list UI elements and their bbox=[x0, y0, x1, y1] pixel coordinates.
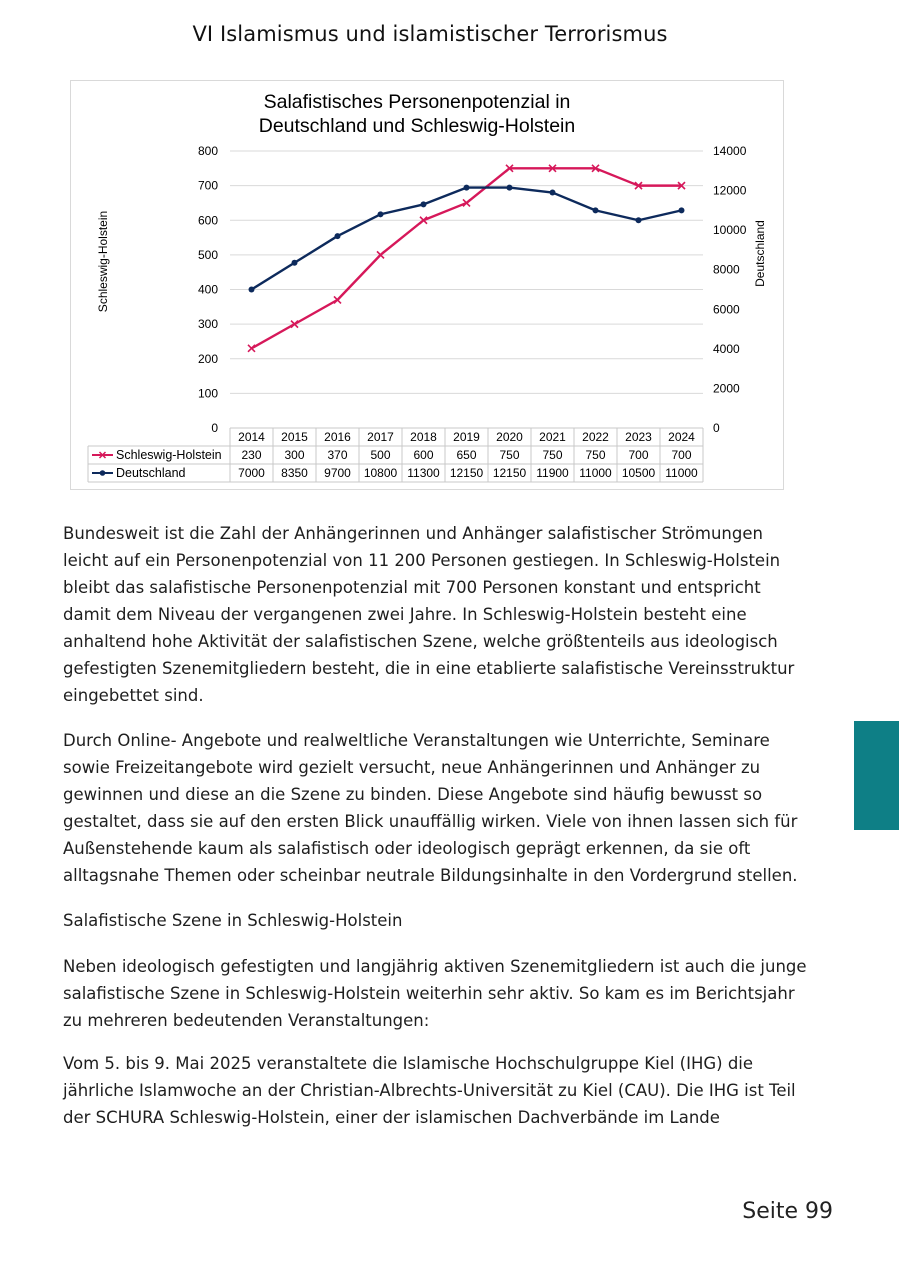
legend-label: Deutschland bbox=[116, 466, 186, 480]
y-tick-label-left: 800 bbox=[197, 144, 218, 158]
data-point bbox=[334, 296, 341, 303]
y-tick-label-right: 2000 bbox=[713, 381, 740, 396]
x-tick-label: 2014 bbox=[238, 430, 265, 444]
table-cell-value: 650 bbox=[456, 448, 477, 462]
table-cell-value: 7000 bbox=[238, 466, 265, 480]
legend-label: Schleswig-Holstein bbox=[116, 448, 222, 462]
y-tick-label-right: 8000 bbox=[713, 262, 740, 277]
section-heading: Salafistische Szene in Schleswig-Holstein bbox=[63, 911, 403, 930]
page-number: Seite 99 bbox=[742, 1199, 833, 1224]
table-cell-value: 8350 bbox=[281, 466, 308, 480]
y-tick-label-right: 12000 bbox=[713, 183, 747, 198]
paragraph-2: Durch Online- Angebote und realweltliche Veranstaltungen wie Unterrichte, Seminare sowie Freizeitangebote wird gezielt versucht, neue Anhängerinnen und Anhänger zu gewinnen und diese an die Szene zu binden. Diese Angebote sind häufig bewusst so gestaltet, dass sie auf den ersten Blick unauffällig wirken. Viele von ihnen lassen sich für Außenstehende kaum als salafistisch oder ideologisch geprägt erkennen, da sie oft alltagsnahe Themen oder scheinbar neutrale Bildungsinhalte in den Vordergrund stellen. bbox=[63, 731, 798, 885]
x-tick-label: 2024 bbox=[668, 430, 695, 444]
data-point bbox=[679, 207, 685, 213]
y-tick-label-left: 600 bbox=[197, 213, 218, 228]
table-cell-value: 9700 bbox=[324, 466, 351, 480]
table-cell-value: 600 bbox=[413, 448, 434, 462]
data-point bbox=[378, 211, 384, 217]
table-cell-value: 700 bbox=[671, 448, 692, 462]
line-chart bbox=[71, 81, 783, 489]
data-point bbox=[507, 185, 513, 191]
chapter-tab-marker bbox=[854, 721, 899, 830]
chart-title: Salafistisches Personenpotenzial in bbox=[263, 91, 571, 113]
y-axis-label-left: Schleswig-Holstein bbox=[96, 210, 110, 313]
y-tick-label-left: 300 bbox=[197, 317, 218, 332]
table-cell-value: 750 bbox=[542, 448, 563, 462]
x-tick-label: 2019 bbox=[453, 430, 480, 444]
x-tick-label: 2018 bbox=[410, 430, 437, 444]
y-tick-label-right: 6000 bbox=[713, 302, 740, 317]
data-point bbox=[593, 207, 599, 213]
table-cell-value: 230 bbox=[241, 448, 262, 462]
page-header: VI Islamismus und islamistischer Terrorismus bbox=[192, 22, 668, 46]
chart-container bbox=[70, 80, 784, 490]
table-cell-value: 750 bbox=[499, 448, 520, 462]
series-line bbox=[252, 168, 682, 348]
table-cell-value: 300 bbox=[284, 448, 305, 462]
y-tick-label-left: 700 bbox=[197, 178, 218, 193]
table-cell-value: 10800 bbox=[363, 466, 398, 480]
y-tick-label-right: 14000 bbox=[713, 144, 747, 158]
data-point bbox=[292, 260, 298, 266]
y-tick-label-left: 0 bbox=[211, 421, 218, 435]
table-cell-value: 12150 bbox=[449, 466, 484, 480]
table-cell-value: 500 bbox=[370, 448, 391, 462]
y-tick-label-left: 200 bbox=[197, 351, 218, 366]
table-cell-value: 11300 bbox=[407, 466, 440, 480]
y-tick-label-right: 10000 bbox=[713, 223, 747, 238]
table-cell-value: 11900 bbox=[536, 466, 569, 480]
x-tick-label: 2022 bbox=[582, 430, 609, 444]
chart-title: Deutschland und Schleswig-Holstein bbox=[258, 115, 576, 137]
x-tick-label: 2023 bbox=[625, 430, 652, 444]
table-cell-value: 11000 bbox=[579, 466, 612, 480]
data-point bbox=[464, 185, 470, 191]
table-cell-value: 12150 bbox=[492, 466, 527, 480]
y-tick-label-left: 400 bbox=[197, 282, 218, 297]
table-cell-value: 370 bbox=[327, 448, 348, 462]
x-tick-label: 2016 bbox=[324, 430, 351, 444]
y-tick-label-left: 100 bbox=[197, 386, 218, 401]
x-tick-label: 2021 bbox=[539, 430, 566, 444]
data-point bbox=[636, 217, 642, 223]
x-tick-label: 2015 bbox=[281, 430, 308, 444]
data-point bbox=[248, 345, 255, 352]
paragraph-3: Neben ideologisch gefestigten und langjährig aktiven Szenemitgliedern ist auch die junge salafistische Szene in Schleswig-Holstein weiterhin sehr aktiv. So kam es im Berichtsjahr zu mehreren bedeutenden Veranstaltungen: bbox=[63, 957, 807, 1030]
table-cell-value: 10500 bbox=[621, 466, 656, 480]
data-point bbox=[421, 201, 427, 207]
table-cell-value: 700 bbox=[628, 448, 649, 462]
data-point bbox=[335, 233, 341, 239]
data-point bbox=[249, 287, 255, 293]
table-cell-value: 750 bbox=[585, 448, 606, 462]
x-tick-label: 2017 bbox=[367, 430, 394, 444]
data-point bbox=[550, 190, 556, 196]
y-tick-label-right: 0 bbox=[713, 421, 720, 435]
paragraph-1: Bundesweit ist die Zahl der Anhängerinnen und Anhänger salafistischer Strömungen leicht auf ein Personenpotenzial von 11 200 Personen gestiegen. In Schleswig-Holstein bleibt das salafistische Personenpotenzial mit 700 Personen konstant und entspricht damit dem Niveau der vergangenen zwei Jahre. In Schleswig-Holstein besteht eine anhaltend hohe Aktivität der salafistischen Szene, welche größtenteils aus ideologisch gefestigten Szenemitgliedern besteht, die in eine etablierte salafistische Vereinsstruktur eingebettet sind. bbox=[63, 524, 795, 705]
y-axis-label-right: Deutschland bbox=[753, 220, 767, 287]
y-tick-label-left: 500 bbox=[197, 247, 218, 262]
y-tick-label-right: 4000 bbox=[713, 341, 740, 356]
paragraph-4: Vom 5. bis 9. Mai 2025 veranstaltete die Islamische Hochschulgruppe Kiel (IHG) die jährliche Islamwoche an der Christian-Albrechts-Universität zu Kiel (CAU). Die IHG ist Teil der SCHURA Schleswig-Holstein, einer der islamischen Dachverbände im Lande bbox=[63, 1054, 796, 1127]
x-tick-label: 2020 bbox=[496, 430, 523, 444]
legend-key-marker bbox=[100, 470, 106, 476]
table-cell-value: 11000 bbox=[665, 466, 698, 480]
